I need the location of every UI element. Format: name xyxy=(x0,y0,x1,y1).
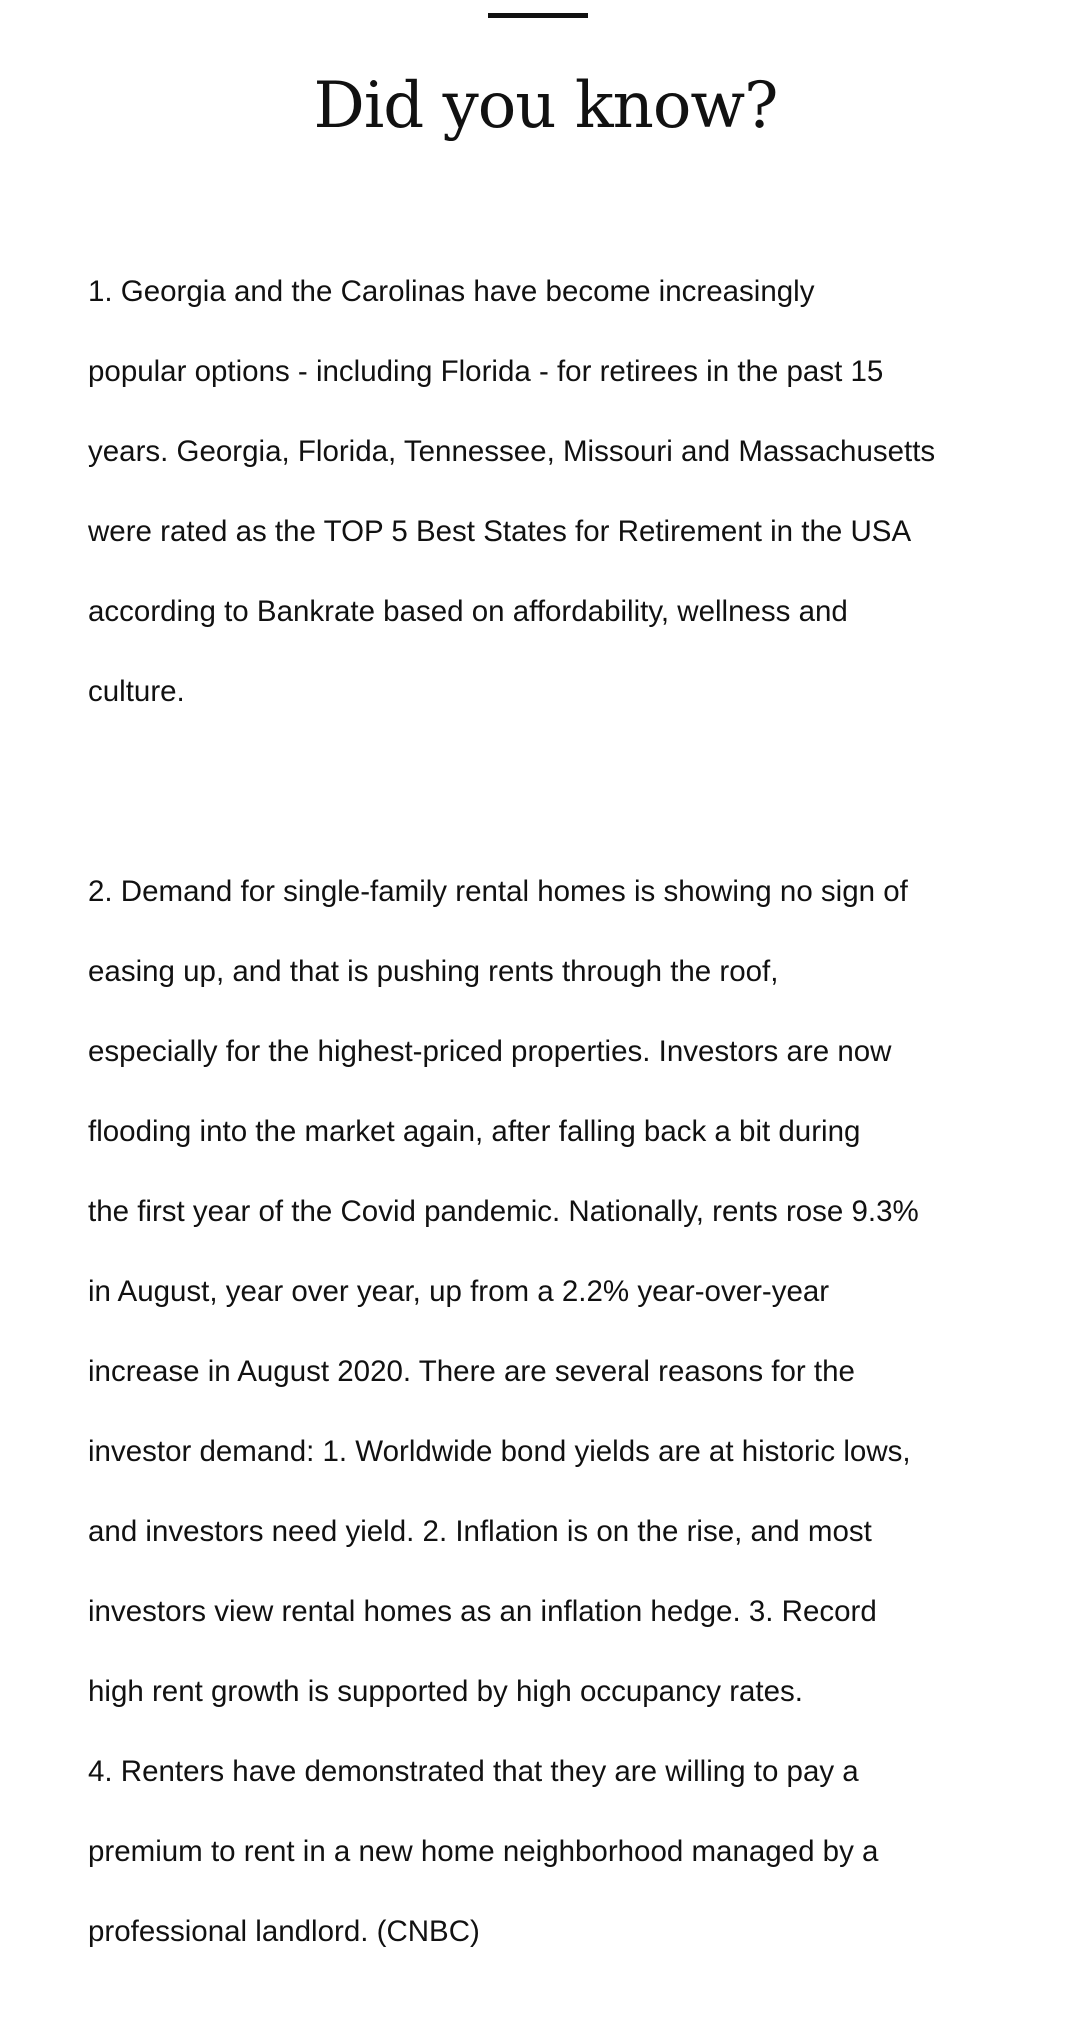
fact-line: 1. Georgia and the Carolinas have become increasingly xyxy=(88,275,815,308)
fact-line: easing up, and that is pushing rents through the roof, xyxy=(88,955,779,988)
fact-line: professional landlord. (CNBC) xyxy=(88,1915,480,1948)
page-title: Did you know? xyxy=(313,69,778,143)
fact-line: 4. Renters have demonstrated that they are willing to pay a xyxy=(88,1755,859,1788)
facts-body xyxy=(88,192,993,2032)
fact-line: investors view rental homes as an inflation hedge. 3. Record xyxy=(88,1595,877,1628)
fact-paragraph-2 xyxy=(88,832,993,1992)
fact-line: in August, year over year, up from a 2.2% year-over-year xyxy=(88,1275,830,1308)
fact-line: according to Bankrate based on affordability, wellness and xyxy=(88,595,848,628)
fact-line: popular options - including Florida - for retirees in the past 15 xyxy=(88,355,884,388)
fact-paragraph-1 xyxy=(88,232,993,752)
fact-line: and investors need yield. 2. Inflation is on the rise, and most xyxy=(88,1515,872,1548)
fact-line: were rated as the TOP 5 Best States for Retirement in the USA xyxy=(88,515,912,548)
fact-line: especially for the highest-priced properties. Investors are now xyxy=(88,1035,892,1068)
fact-line: the first year of the Covid pandemic. Nationally, rents rose 9.3% xyxy=(88,1195,919,1228)
fact-line: culture. xyxy=(88,675,185,708)
top-divider xyxy=(488,13,588,18)
fact-line: flooding into the market again, after falling back a bit during xyxy=(88,1115,861,1148)
fact-line: years. Georgia, Florida, Tennessee, Missouri and Massachusetts xyxy=(88,435,936,468)
fact-line: increase in August 2020. There are several reasons for the xyxy=(88,1355,855,1388)
fact-line: 2. Demand for single-family rental homes is showing no sign of xyxy=(88,875,908,908)
fact-line: high rent growth is supported by high occupancy rates. xyxy=(88,1675,803,1708)
fact-line: premium to rent in a new home neighborhood managed by a xyxy=(88,1835,879,1868)
fact-line: investor demand: 1. Worldwide bond yields are at historic lows, xyxy=(88,1435,911,1468)
